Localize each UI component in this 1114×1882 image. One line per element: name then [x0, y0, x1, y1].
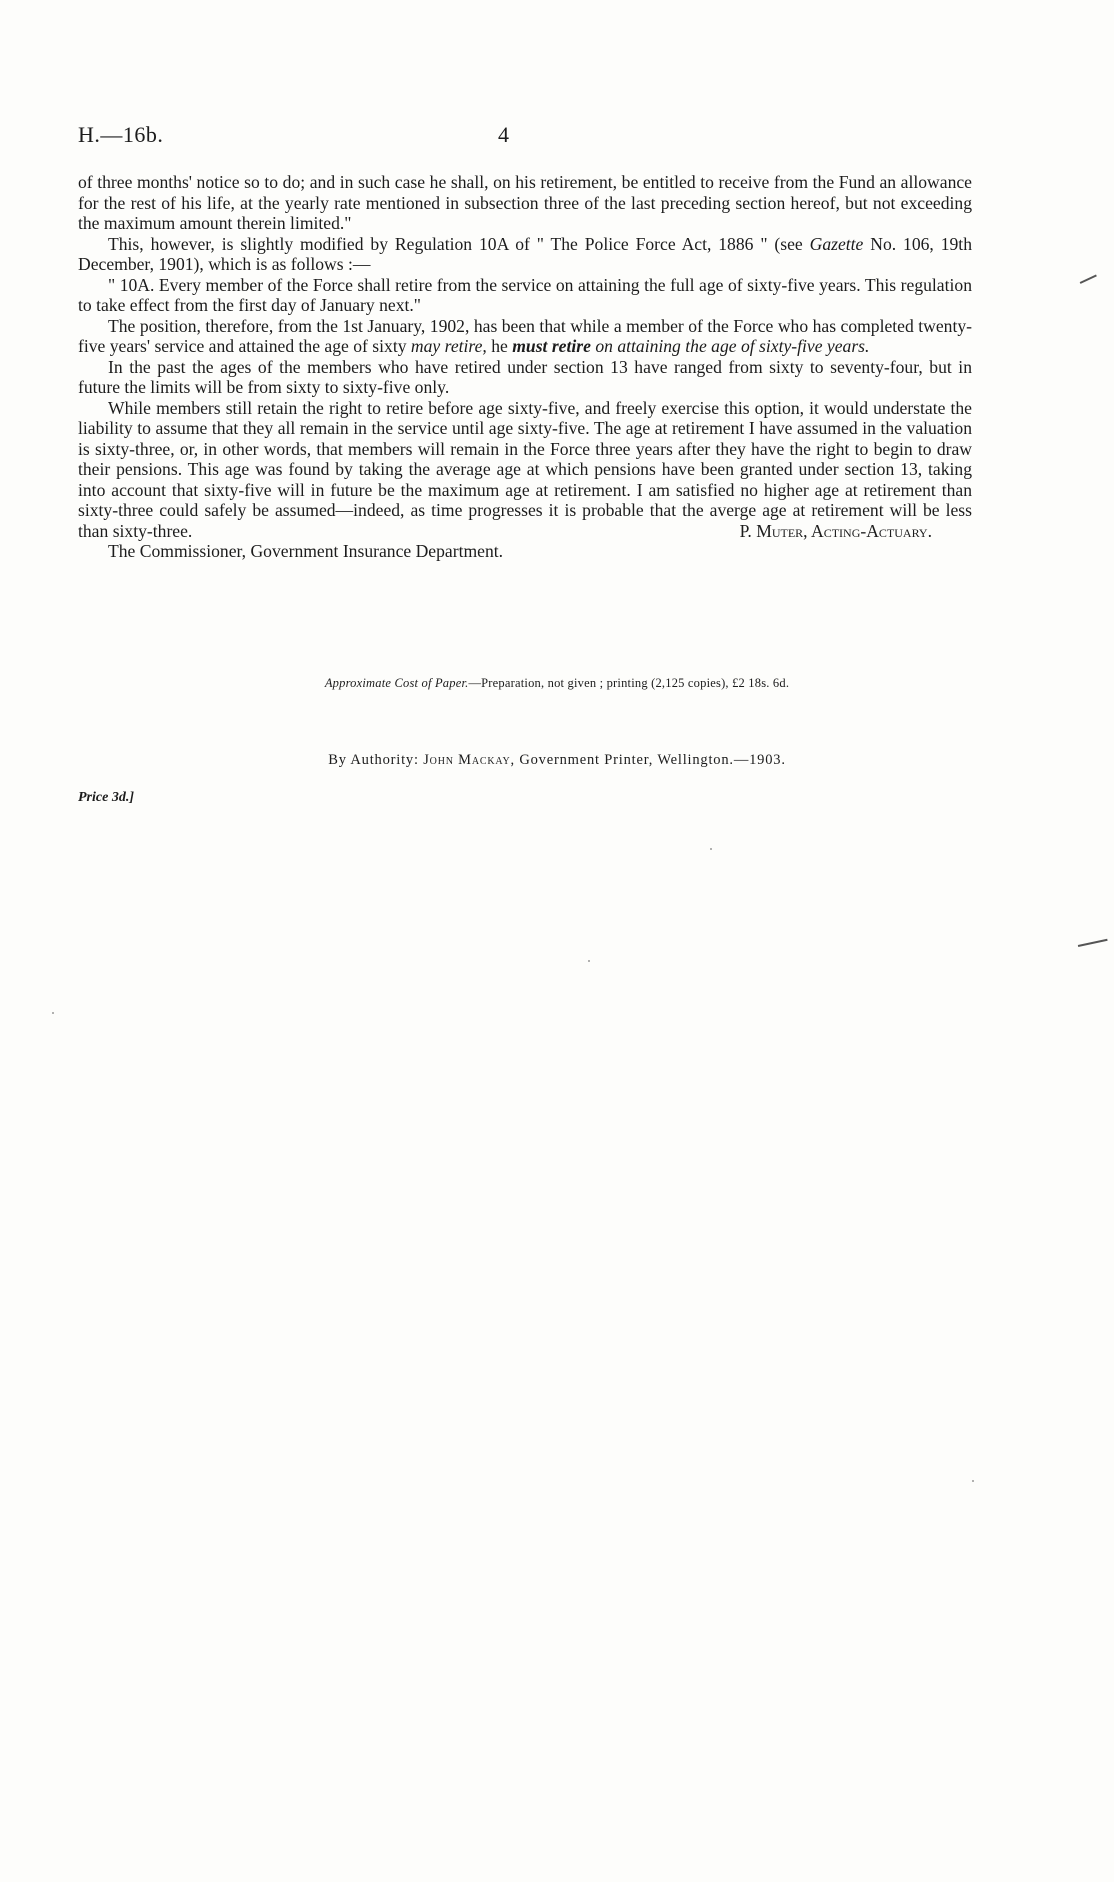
- paragraph-retirement-age: While members still retain the right to retire before age sixty-five, and freely exercise this option, it would understate the liability to assume that they all remain in the service until age sixty-five. The age at retirement I have assumed in the valuation is sixty-three, or, in other words, that members will remain in the Force three years after they have the right to begin to draw their pensions. This age was found by taking the average age at which pensions have been granted under section 13, taking into account that sixty-five will in future be the maximum age at retirement. I am satisfied no higher age at retirement than sixty-three could safely be assumed—indeed, as time progresses it is probable that the averge age at retirement will be less than sixty-three.: [78, 397, 972, 541]
- scan-speck: [588, 960, 590, 962]
- scan-speck: [972, 1480, 974, 1482]
- authority-suffix: , Government Printer, Wellington.—1903.: [510, 752, 786, 768]
- signature-line: [78, 520, 972, 562]
- paragraph-text: No. 106, 19th December, 1901), which is as follows :—: [78, 233, 972, 274]
- gazette-title: Gazette: [809, 233, 864, 254]
- paragraph-text: The position, therefore, from the 1st January, 1902, has been that while a member of the Force who has completed twenty-five years' service and attained the age of sixty: [78, 315, 972, 356]
- signature: P. Muter, Acting-Actuary.: [739, 520, 932, 541]
- scan-mark: [1080, 274, 1097, 283]
- document-reference: H.—16b.: [78, 122, 164, 147]
- emphasis-attaining-age: on attaining the age of sixty-five years.: [595, 336, 870, 356]
- scan-speck: [52, 1012, 54, 1014]
- paragraph-regulation-quote: " 10A. Every member of the Force shall retire from the service on attaining the full age of sixty-five years. This regulation to take effect from the first day of January next.": [78, 274, 972, 315]
- paragraph-continuation: of three months' notice so to do; and in such case he shall, on his retirement, be entitled to receive from the Fund an allowance for the rest of his life, at the yearly rate mentioned in subsection three of the last preceding section hereof, but not exceeding the maximum amount therein limited.": [78, 172, 972, 233]
- authority-prefix: By Authority:: [328, 752, 424, 768]
- body-text: [78, 172, 972, 562]
- printer-name: John Mackay: [423, 752, 511, 768]
- printer-authority: [0, 752, 1114, 769]
- emphasis-may-retire: may retire,: [410, 336, 487, 356]
- paragraph-position: [78, 316, 972, 357]
- paragraph-text: he: [486, 336, 513, 356]
- emphasis-must-retire: must retire: [512, 336, 591, 356]
- scan-mark: [1078, 939, 1108, 947]
- cost-text: —Preparation, not given ; printing (2,125 copies), £2 18s. 6d.: [468, 676, 790, 690]
- addressee: The Commissioner, Government Insurance Department.: [108, 541, 504, 561]
- scan-speck: [710, 848, 712, 850]
- cost-note: [0, 676, 1114, 691]
- cost-label: Approximate Cost of Paper.: [324, 676, 469, 690]
- price: Price 3d.]: [78, 790, 134, 805]
- page-number: 4: [498, 122, 509, 147]
- paragraph-text: This, however, is slightly modified by Regulation 10A of " The Police Force Act, 1886 " (see: [108, 233, 810, 254]
- page-header: [78, 122, 958, 152]
- paragraph-regulation-intro: [78, 234, 972, 275]
- paragraph-past-ages: In the past the ages of the members who have retired under section 13 have ranged from sixty to seventy-four, but in future the limits will be from sixty to sixty-five only.: [78, 356, 972, 397]
